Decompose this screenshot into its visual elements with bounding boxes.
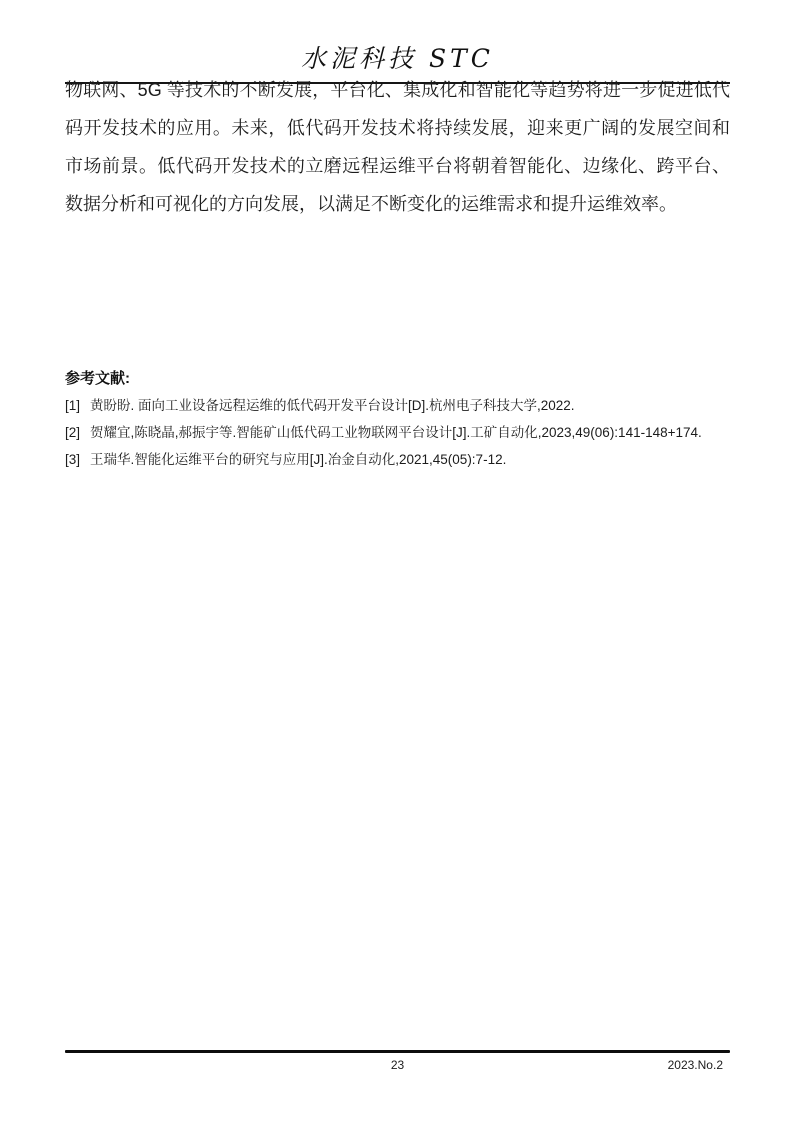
reference-item (65, 419, 730, 446)
reference-text: 贺耀宜,陈晓晶,郝振宇等.智能矿山低代码工业物联网平台设计[J].工矿自动化,2023,49(06):141-148+174. (90, 425, 702, 440)
reference-text: 黄盼盼. 面向工业设备远程运维的低代码开发平台设计[D].杭州电子科技大学,2022. (90, 398, 575, 413)
page-number: 23 (390, 1058, 405, 1072)
references-list (65, 392, 730, 473)
issue-label: 2023.No.2 (667, 1058, 723, 1072)
footer-rule (65, 1050, 730, 1053)
reference-item (65, 392, 730, 419)
journal-title: 水泥科技 STC (301, 44, 494, 73)
reference-item (65, 446, 730, 473)
reference-label: [3] (65, 452, 81, 467)
references-heading: 参考文献: (65, 370, 130, 387)
conclusion-paragraph: 物联网、5G 等技术的不断发展，平台化、集成化和智能化等趋势将进一步促进低代码开发技术的应用。未来，低代码开发技术将持续发展，迎来更广阔的发展空间和市场前景。低代码开发技术的立磨远程运维平台将朝着智能化、边缘化、跨平台、数据分析和可视化的方向发展，以满足不断变化的运维需求和提升运维效率。 (65, 80, 730, 214)
reference-text: 王瑞华.智能化运维平台的研究与应用[J].冶金自动化,2021,45(05):7-12. (90, 452, 507, 467)
reference-label: [2] (65, 425, 81, 440)
reference-label: [1] (65, 398, 81, 413)
